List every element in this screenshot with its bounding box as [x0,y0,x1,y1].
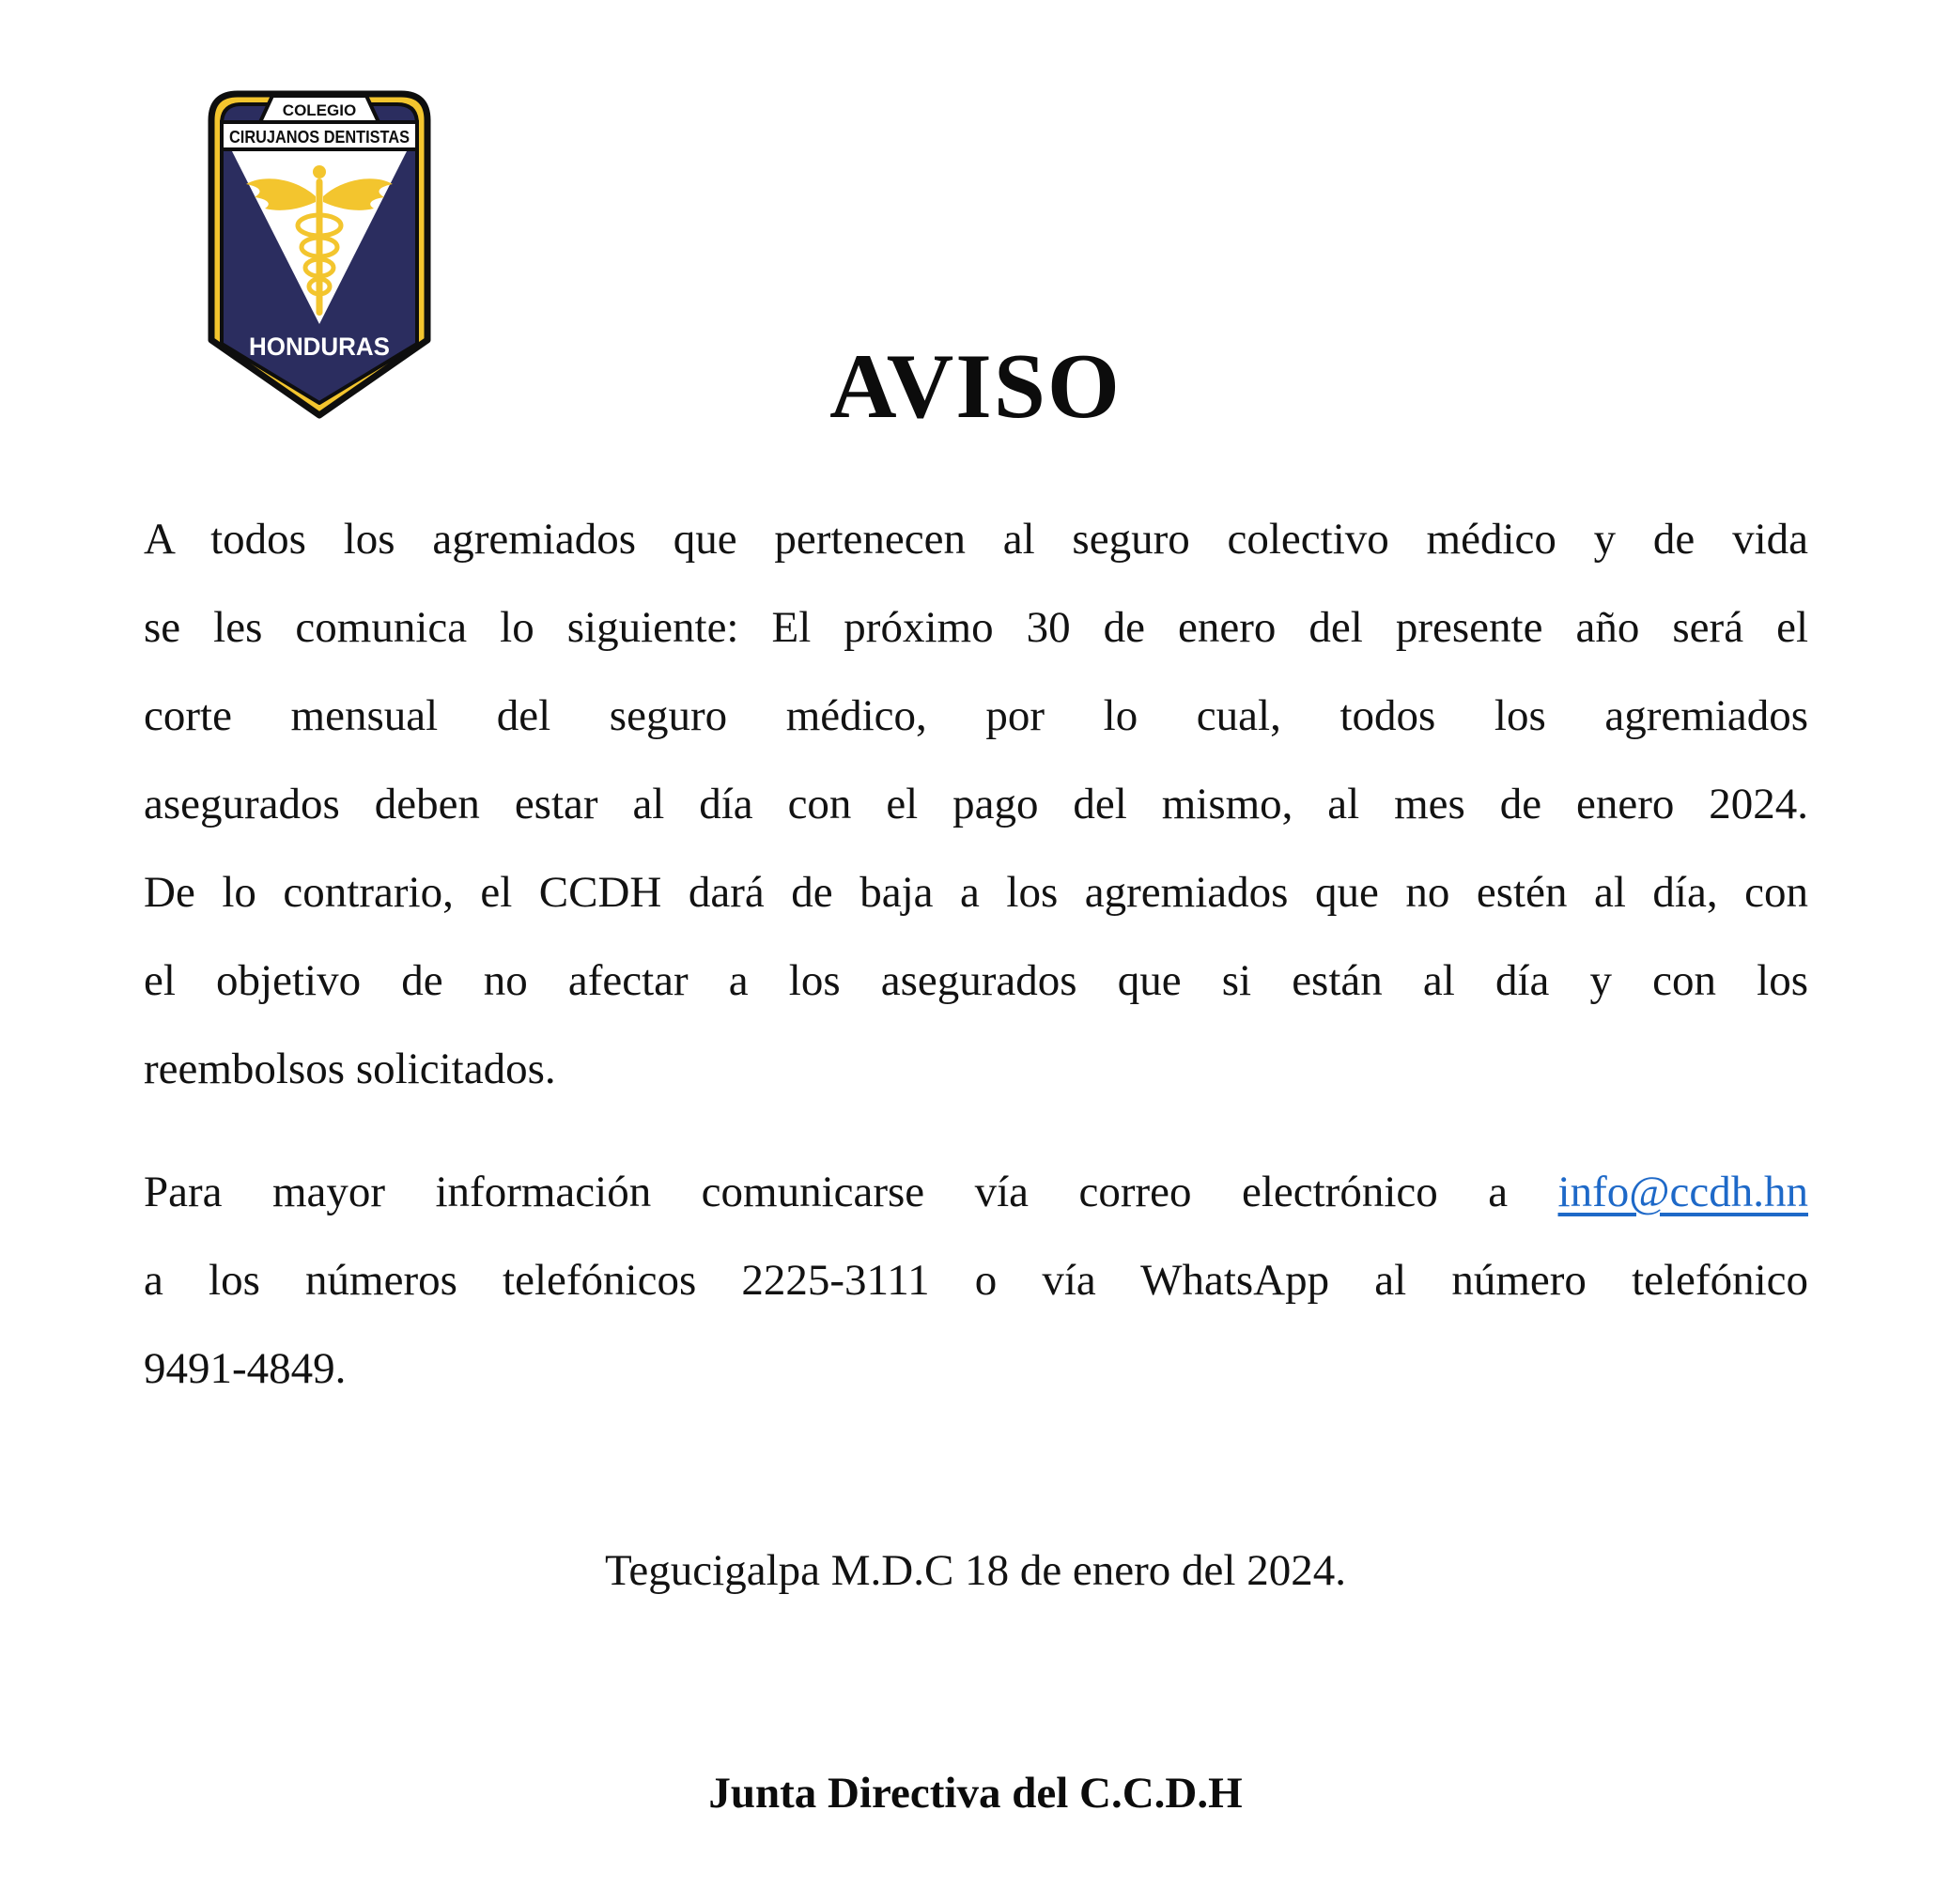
paragraph-text: Para mayor información comunicarse vía correo electrónico a [144,1168,1558,1216]
logo-country-text: HONDURAS [249,333,390,361]
email-link[interactable]: info@ccdh.hn [1557,1168,1808,1216]
paragraph-line: asegurados deben estar al día con el pago del mismo, al mes de enero 2024. [144,780,1808,828]
logo-banner-bottom-text: CIRUJANOS DENTISTAS [229,128,410,147]
notice-paragraph-1 [144,495,1808,1113]
paragraph-line: A todos los agremiados que pertenecen al seguro colectivo médico y de vida [144,515,1808,564]
paragraph-line: se les comunica lo siguiente: El próximo 30 de enero del presente año será el [144,603,1808,652]
paragraph-line [144,1148,1808,1236]
date-line: Tegucigalpa M.D.C 18 de enero del 2024. [605,1546,1346,1595]
paragraph-line: corte mensual del seguro médico, por lo cual, todos los agremiados [144,691,1808,740]
signature-line: Junta Directiva del C.C.D.H [708,1769,1243,1818]
notice-title: AVISO [829,335,1122,438]
notice-paragraph-2 [144,1148,1808,1413]
paragraph-line: reembolsos solicitados. [144,1045,556,1093]
paragraph-line: De lo contrario, el CCDH dará de baja a los agremiados que no estén al día, con [144,868,1808,917]
paragraph-line: a los números telefónicos 2225-3111 o vía WhatsApp al número telefónico [144,1256,1808,1305]
paragraph-line: 9491-4849. [144,1344,347,1393]
paragraph-line: el objetivo de no afectar a los asegurados que si están al día y con los [144,956,1808,1005]
logo-banner-top-text: COLEGIO [282,101,357,119]
